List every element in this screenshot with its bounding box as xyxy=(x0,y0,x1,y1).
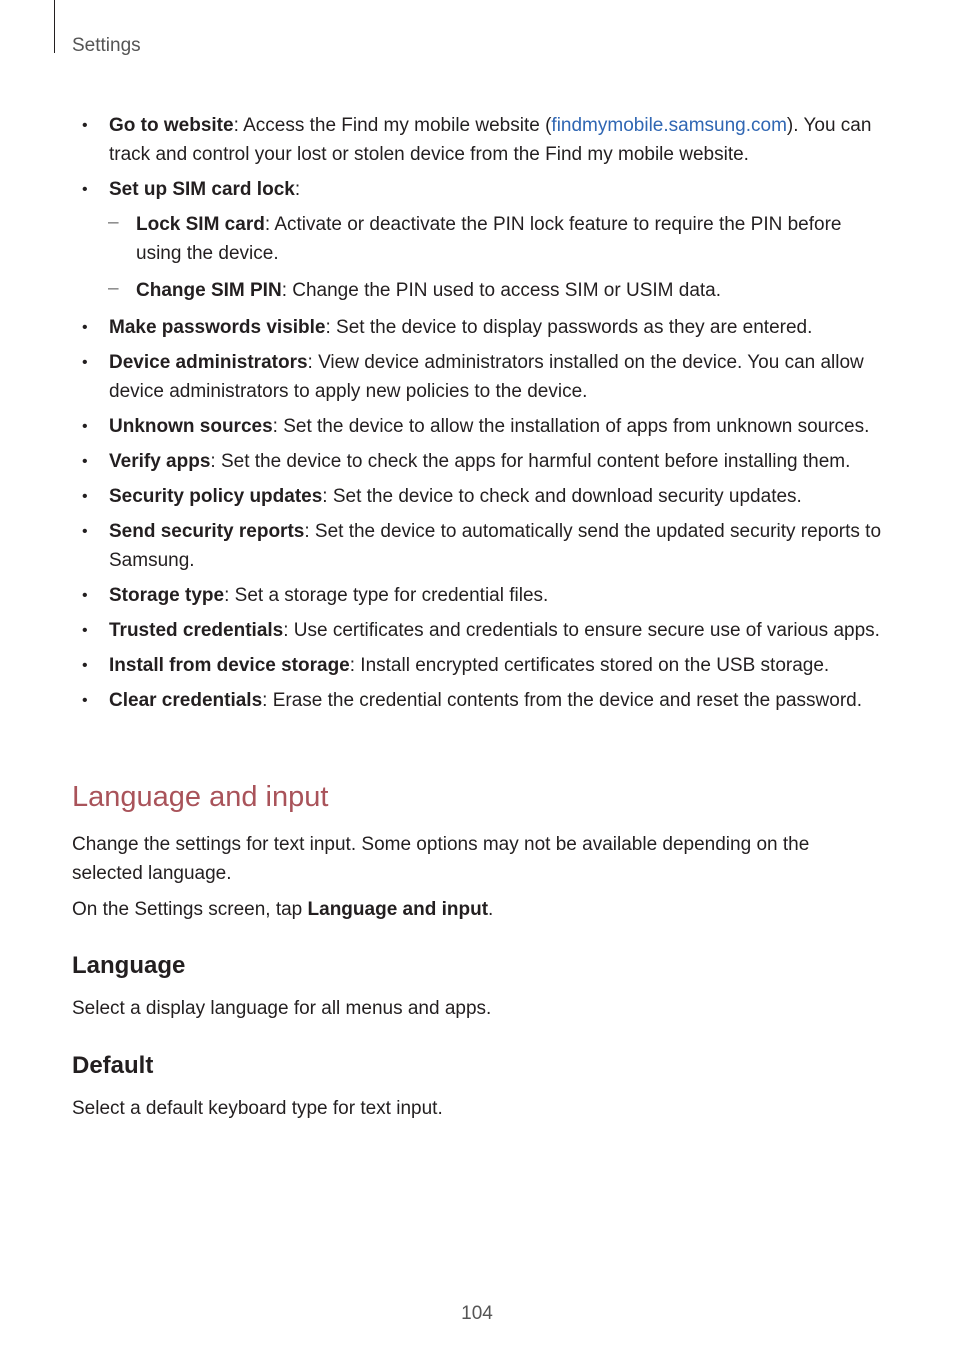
list-item xyxy=(72,581,887,610)
bullet-icon: • xyxy=(82,488,88,505)
bullet-list xyxy=(72,111,887,721)
bullet-icon: • xyxy=(82,692,88,709)
bullet-icon: • xyxy=(82,657,88,674)
sub-item-lock-sim-card xyxy=(72,210,887,268)
bullet-icon: • xyxy=(82,453,88,470)
bullet-icon: • xyxy=(82,587,88,604)
item-text: : Set the device to display passwords as they are entered. xyxy=(325,317,813,338)
bullet-icon: • xyxy=(82,117,88,134)
dash-icon: – xyxy=(108,212,119,233)
item-text: : Access the Find my mobile website ( xyxy=(233,115,552,136)
section-intro: Change the settings for text input. Some options may not be available depending on the selected language. xyxy=(72,834,810,884)
item-term: Set up SIM card lock xyxy=(109,179,295,200)
margin-rule xyxy=(54,0,55,53)
item-text: : Change the PIN used to access SIM or USIM data. xyxy=(281,280,722,301)
bullet-icon: • xyxy=(82,319,88,336)
item-term: Clear credentials xyxy=(109,690,263,711)
instruction-prefix: On the Settings screen, tap xyxy=(72,899,308,920)
item-term: Send security reports xyxy=(109,521,305,542)
item-text: : Set the device to automatically send the updated security reports to Samsung. xyxy=(109,521,882,571)
default-text: Select a default keyboard type for text input. xyxy=(72,1098,443,1119)
list-item xyxy=(72,686,887,715)
section-title: Language and input xyxy=(72,781,329,813)
list-item-sim-card-lock xyxy=(72,175,887,204)
list-item xyxy=(72,482,887,511)
instruction-bold: Language and input xyxy=(307,899,489,920)
bullet-icon: • xyxy=(82,181,88,198)
list-item xyxy=(72,447,887,476)
list-item xyxy=(72,517,887,575)
item-term: Trusted credentials xyxy=(109,620,284,641)
running-head: Settings xyxy=(72,35,141,56)
language-heading: Language xyxy=(72,952,186,979)
list-item xyxy=(72,616,887,645)
item-text: : xyxy=(294,179,301,200)
language-text: Select a display language for all menus and apps. xyxy=(72,998,492,1019)
bullet-icon: • xyxy=(82,418,88,435)
item-text: : Install encrypted certificates stored on the USB storage. xyxy=(349,655,830,676)
sub-item-change-sim-pin xyxy=(72,276,887,305)
item-text: : Erase the credential contents from the device and reset the password. xyxy=(262,690,863,711)
instruction-suffix: . xyxy=(488,899,494,920)
item-term: Change SIM PIN xyxy=(136,280,282,301)
list-item xyxy=(72,348,887,406)
list-item xyxy=(72,412,887,441)
item-term: Go to website xyxy=(109,115,234,136)
item-text: : Activate or deactivate the PIN lock feature to require the PIN before using the device. xyxy=(136,214,842,264)
page-number: 104 xyxy=(461,1303,493,1324)
list-item-go-to-website xyxy=(72,111,887,169)
item-term: Security policy updates xyxy=(109,486,323,507)
bullet-icon: • xyxy=(82,622,88,639)
item-term: Install from device storage xyxy=(109,655,350,676)
item-term: Storage type xyxy=(109,585,225,606)
item-text: ). You can track and control your lost or stolen device from the Find my mobile website. xyxy=(109,115,872,165)
item-term: Lock SIM card xyxy=(136,214,265,235)
default-heading: Default xyxy=(72,1052,154,1079)
item-term: Make passwords visible xyxy=(109,317,326,338)
item-term: Verify apps xyxy=(109,451,211,472)
item-text: : View device administrators installed on the device. You can allow device administrators to apply new policies to the device. xyxy=(109,352,864,402)
item-text: : Set a storage type for credential files. xyxy=(224,585,549,606)
list-item xyxy=(72,313,887,342)
item-text: : Set the device to check and download security updates. xyxy=(322,486,802,507)
bullet-icon: • xyxy=(82,354,88,371)
item-text: : Use certificates and credentials to ensure secure use of various apps. xyxy=(283,620,880,641)
bullet-icon: • xyxy=(82,523,88,540)
item-term: Device administrators xyxy=(109,352,308,373)
item-text: : Set the device to allow the installation of apps from unknown sources. xyxy=(272,416,870,437)
list-item xyxy=(72,651,887,680)
dash-icon: – xyxy=(108,278,119,299)
item-term: Unknown sources xyxy=(109,416,273,437)
section-instruction xyxy=(72,895,872,924)
find-my-mobile-link[interactable]: findmymobile.samsung.com xyxy=(551,115,787,136)
item-text: : Set the device to check the apps for harmful content before installing them. xyxy=(210,451,851,472)
